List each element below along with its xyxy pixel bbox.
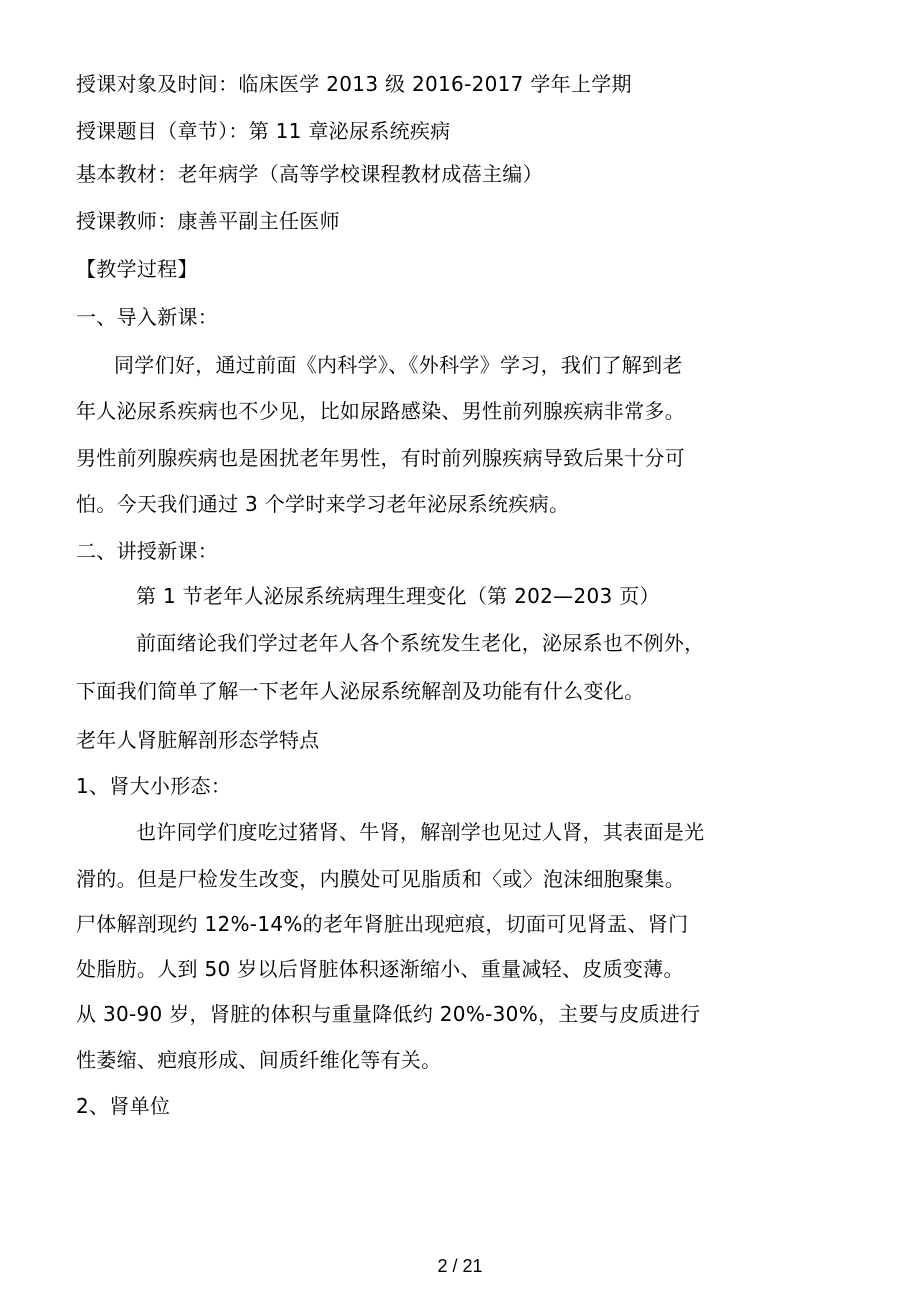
text-line-teacher: 授课教师：康善平副主任医师 — [76, 209, 340, 233]
text-line-course-topic: 授课题目（章节）：第 11 章泌尿系统疾病 — [76, 119, 451, 143]
paragraph-line: 年人泌尿系疾病也不少见，比如尿路感染、男性前列腺疾病非常多。 — [76, 399, 685, 423]
page-number: 2 / 21 — [437, 1256, 483, 1276]
section-heading-intro: 一、导入新课： — [76, 305, 219, 329]
topic-heading: 老年人肾脏解剖形态学特点 — [76, 728, 320, 752]
list-item-heading: 2、肾单位 — [76, 1094, 171, 1118]
paragraph-line: 也许同学们度吃过猪肾、牛肾，解剖学也见过人肾，其表面是光 — [136, 820, 705, 844]
subsection-title: 第 1 节老年人泌尿系统病理生理变化（第 202—203 页） — [136, 584, 660, 608]
paragraph-line: 怕。今天我们通过 3 个学时来学习老年泌尿系统疾病。 — [76, 492, 570, 516]
text-line-course-target: 授课对象及时间：临床医学 2013 级 2016-2017 学年上学期 — [76, 72, 632, 96]
section-heading-teaching-process: 【教学过程】 — [76, 257, 198, 281]
paragraph-line: 处脂肪。人到 50 岁以后肾脏体积逐渐缩小、重量减轻、皮质变薄。 — [76, 957, 684, 981]
paragraph-line: 同学们好，通过前面《内科学》、《外科学》学习，我们了解到老 — [114, 353, 683, 377]
paragraph-line: 从 30-90 岁，肾脏的体积与重量降低约 20%-30%，主要与皮质进行 — [76, 1002, 701, 1026]
paragraph-line: 前面绪论我们学过老年人各个系统发生老化，泌尿系也不例外， — [136, 631, 705, 655]
paragraph-line: 下面我们简单了解一下老年人泌尿系统解剖及功能有什么变化。 — [76, 679, 645, 703]
section-heading-new-lesson: 二、讲授新课： — [76, 539, 219, 563]
paragraph-line: 尸体解剖现约 12%-14%的老年肾脏出现疤痕，切面可见肾盂、肾门 — [76, 912, 689, 936]
list-item-heading: 1、肾大小形态： — [76, 774, 232, 798]
paragraph-line: 滑的。但是尸检发生改变，内膜处可见脂质和〈或〉泡沫细胞聚集。 — [76, 867, 685, 891]
paragraph-line: 性萎缩、疤痕形成、间质纤维化等有关。 — [76, 1048, 442, 1072]
text-line-textbook: 基本教材：老年病学（高等学校课程教材成蓓主编） — [76, 162, 543, 186]
paragraph-line: 男性前列腺疾病也是困扰老年男性，有时前列腺疾病导致后果十分可 — [76, 446, 685, 470]
